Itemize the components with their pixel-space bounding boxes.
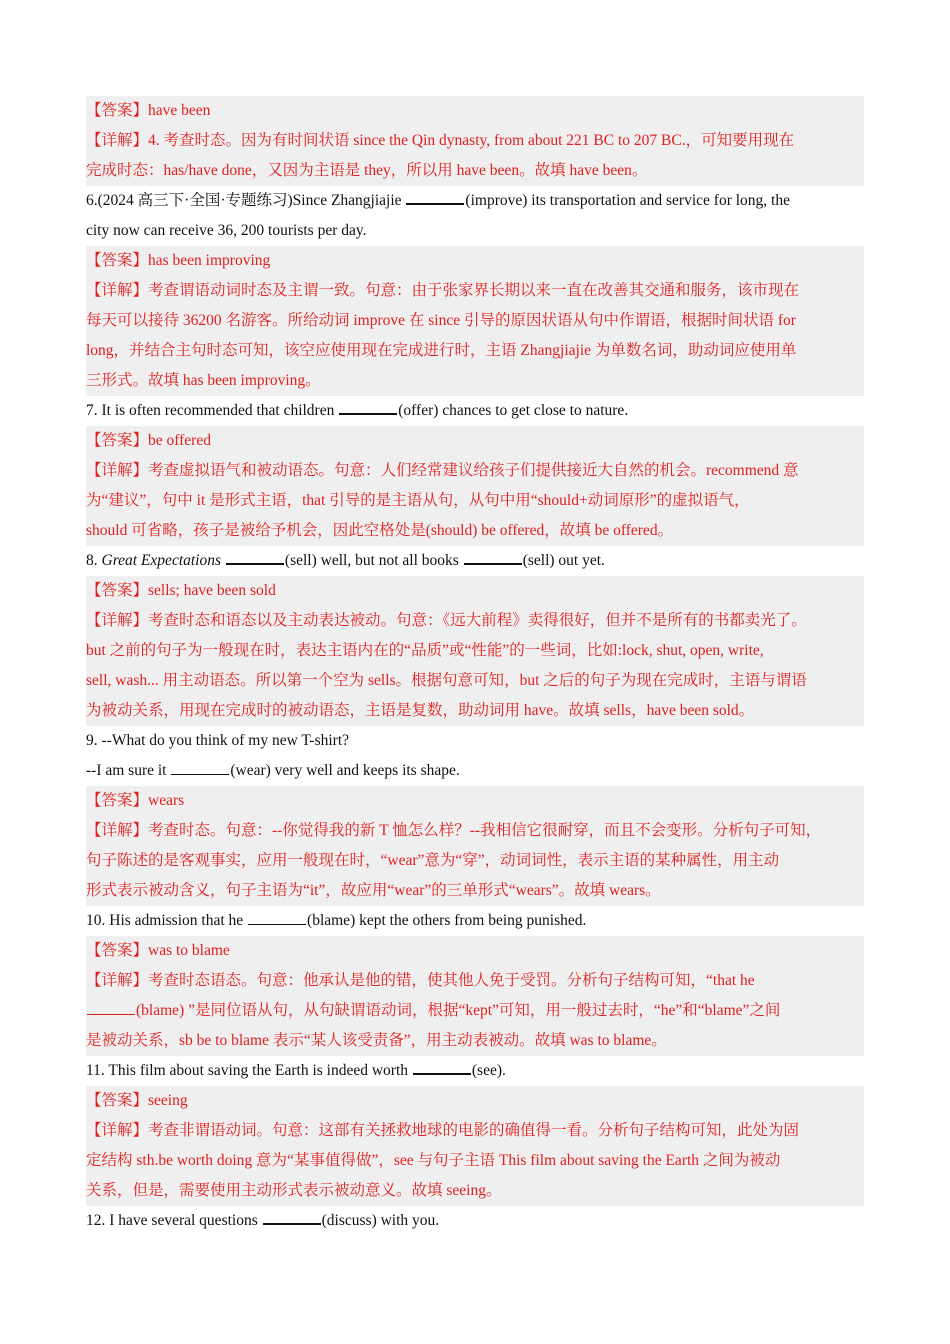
q8-answer: 【答案】sells; have been sold xyxy=(86,582,276,599)
q7-blank xyxy=(339,398,397,415)
q9-answer: 【答案】wears xyxy=(86,792,185,809)
q8-blank-1 xyxy=(226,548,284,565)
q9-stem-prefix: --I am sure it xyxy=(86,762,171,779)
q11-detail-line: 【详解】考查非谓语动词。句意：这部有关拯救地球的电影的确值得一看。分析句子结构可知，此处为固 xyxy=(86,1122,800,1139)
q7-answer-block xyxy=(86,426,864,546)
q10-detail-line2-text: (blame) ”是同位语从句，从句缺谓语动词，根据“kept”可知，用一般过去时，“he”和“blame”之间 xyxy=(136,1002,781,1019)
q6-detail-line: long，并结合主句时态可知，该空应使用现在完成进行时，主语 Zhangjiajie 为单数名词，助动词应使用单 xyxy=(86,342,797,359)
q8-detail-line: 【详解】考查时态和语态以及主动表达被动。句意：《远大前程》卖得很好，但并不是所有的书都卖光了。 xyxy=(86,612,807,629)
q9-stem-line2 xyxy=(86,756,864,786)
q10-answer-block xyxy=(86,936,864,1056)
q11-detail-line: 关系，但是，需要使用主动形式表示被动意义。故填 seeing。 xyxy=(86,1182,502,1199)
q11-answer: 【答案】seeing xyxy=(86,1092,188,1109)
q5-answer: 【答案】have been xyxy=(86,102,211,119)
q9-detail-line: 形式表示被动含义，句子主语为“it”，故应用“wear”的三单形式“wears”。故填 wears。 xyxy=(86,882,661,899)
q10-detail-line: 【详解】考查时态语态。句意：他承认是他的错，使其他人免于受罚。分析句子结构可知，“that he xyxy=(86,972,755,989)
q5-detail-line: 完成时态：has/have done，又因为主语是 they，所以用 have been。故填 have been。 xyxy=(86,162,648,179)
q5-answer-block xyxy=(86,96,864,186)
q6-stem-prefix: 6.(2024 高三下·全国·专题练习)Since Zhangjiajie xyxy=(86,192,406,209)
q7-detail-line: 【详解】考查虚拟语气和被动语态。句意：人们经常建议给孩子们提供接近大自然的机会。recommend 意 xyxy=(86,462,799,479)
q6-detail-line: 【详解】考查谓语动词时态及主谓一致。句意：由于张家界长期以来一直在改善其交通和服务，该市现在 xyxy=(86,282,800,299)
q7-detail-line: 为“建议”，句中 it 是形式主语，that 引导的是主语从句，从句中用“should+动词原形”的虚拟语气， xyxy=(86,492,750,509)
q10-detail-line: 是被动关系，sb be to blame 表示“某人该受责备”，用主动表被动。故填 was to blame。 xyxy=(86,1032,667,1049)
q8-num: 8. xyxy=(86,552,102,569)
q9-blank xyxy=(171,759,229,775)
q12-blank xyxy=(263,1208,321,1225)
q10-blank xyxy=(248,909,306,925)
q8-book-title: Great Expectations xyxy=(101,552,222,569)
q5-detail-line: 【详解】4. 考查时态。因为有时间状语 since the Qin dynasty, from about 221 BC to 207 BC.，可知要用现在 xyxy=(86,132,795,149)
q10-stem-suffix: (blame) kept the others from being punished. xyxy=(307,912,587,929)
q6-stem-line2: city now can receive 36, 200 tourists per day. xyxy=(86,222,367,239)
q6-blank xyxy=(406,188,464,205)
q8-stem-end: (sell) out yet. xyxy=(522,552,605,569)
q10-stem xyxy=(86,906,864,936)
q8-blank-2 xyxy=(464,548,522,565)
q11-stem xyxy=(86,1056,864,1086)
q10-detail-line xyxy=(86,996,864,1026)
q6-answer-block xyxy=(86,246,864,396)
q12-stem-prefix: 12. I have several questions xyxy=(86,1212,262,1229)
q8-stem-mid: (sell) well, but not all books xyxy=(284,552,463,569)
q11-detail-line: 定结构 sth.be worth doing 意为“某事值得做”，see 与句子主语 This film about saving the Earth 之间为被动 xyxy=(86,1152,781,1169)
q7-stem-prefix: 7. It is often recommended that children xyxy=(86,402,339,419)
q6-detail-line: 每天可以接待 36200 名游客。所给动词 improve 在 since 引导的原因状语从句中作谓语，根据时间状语 for xyxy=(86,312,796,329)
q8-detail-line: sell, wash... 用主动语态。所以第一个空为 sells。根据句意可知，but 之后的句子为现在完成时，主语与谓语 xyxy=(86,672,807,689)
q10-stem-prefix: 10. His admission that he xyxy=(86,912,248,929)
q6-detail-line: 三形式。故填 has been improving。 xyxy=(86,372,321,389)
document-page xyxy=(86,96,864,1236)
q11-answer-block xyxy=(86,1086,864,1206)
q8-stem xyxy=(86,546,864,576)
q7-detail-line: should 可省略，孩子是被给予机会，因此空格处是(should) be offered，故填 be offered。 xyxy=(86,522,674,539)
q10-detail-blank xyxy=(87,999,135,1015)
q8-answer-block xyxy=(86,576,864,726)
q7-stem xyxy=(86,396,864,426)
q6-stem xyxy=(86,186,864,216)
q8-detail-line: but 之前的句子为一般现在时，表达主语内在的“品质”或“性能”的一些词，比如:lock, shut, open, write, xyxy=(86,642,764,659)
q6-stem-suffix: (improve) its transportation and service for long, the xyxy=(465,192,790,209)
q8-detail-line: 为被动关系，用现在完成时的被动语态，主语是复数，助动词用 have。故填 sells，have been sold。 xyxy=(86,702,755,719)
q9-answer-block xyxy=(86,786,864,906)
q7-stem-suffix: (offer) chances to get close to nature. xyxy=(398,402,629,419)
q12-stem-suffix: (discuss) with you. xyxy=(321,1212,440,1229)
q9-detail-line: 【详解】考查时态。句意：--你觉得我的新 T 恤怎么样？--我相信它很耐穿，而且不会变形。分析句子可知， xyxy=(86,822,822,839)
q10-answer: 【答案】was to blame xyxy=(86,942,230,959)
q9-stem-suffix: (wear) very well and keeps its shape. xyxy=(230,762,460,779)
q11-blank xyxy=(413,1058,471,1075)
q11-stem-prefix: 11. This film about saving the Earth is indeed worth xyxy=(86,1062,412,1079)
q9-detail-line: 句子陈述的是客观事实，应用一般现在时，“wear”意为“穿”，动词词性，表示主语的某种属性，用主动 xyxy=(86,852,780,869)
q9-stem-line1: 9. --What do you think of my new T-shirt? xyxy=(86,732,350,749)
q12-stem xyxy=(86,1206,864,1236)
q7-answer: 【答案】be offered xyxy=(86,432,211,449)
q6-answer: 【答案】has been improving xyxy=(86,252,271,269)
q11-stem-suffix: (see). xyxy=(471,1062,506,1079)
